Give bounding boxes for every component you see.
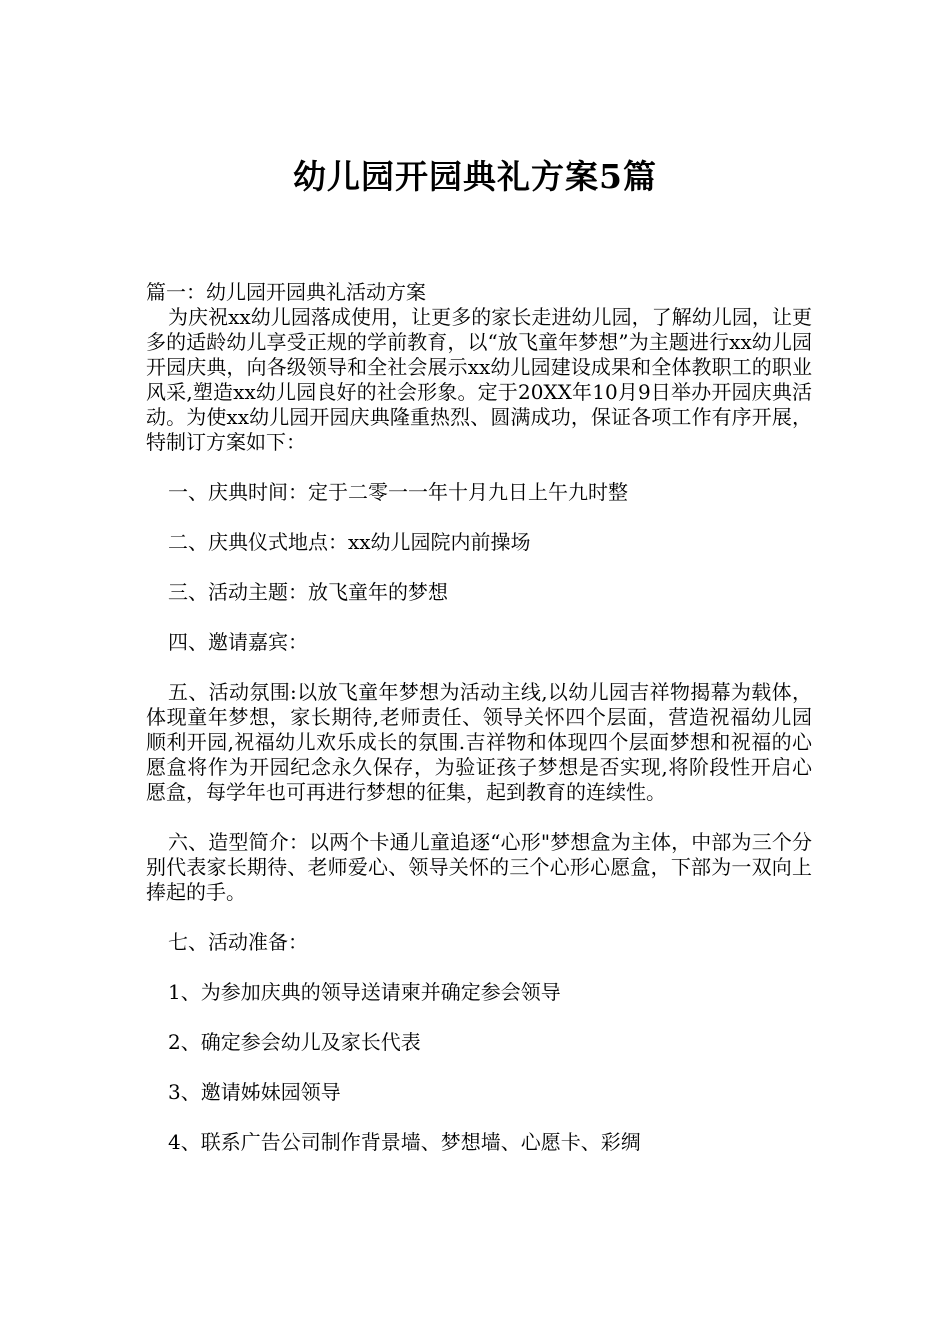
preparation-step: 2、确定参会幼儿及家长代表 [168,1030,421,1054]
preparation-step: 4、联系广告公司制作背景墙、梦想墙、心愿卡、彩绸 [168,1130,641,1154]
document-body [146,280,812,1155]
plan-item-location: 二、庆典仪式地点：xx幼儿园院内前操场 [168,530,531,554]
plan-item-preparation: 七、活动准备： [168,930,308,954]
preparation-step: 1、为参加庆典的领导送请柬并确定参会领导 [168,980,561,1004]
preparation-step: 3、邀请姊妹园领导 [168,1080,341,1104]
document-title: 幼儿园开园典礼方案5篇 [293,157,657,196]
section-heading: 篇一：幼儿园开园典礼活动方案 [146,280,426,304]
plan-item-time: 一、庆典时间：定于二零一一年十月九日上午九时整 [168,480,628,504]
intro-paragraph: 为庆祝xx幼儿园落成使用，让更多的家长走进幼儿园，了解幼儿园，让更多的适龄幼儿享受正规的学前教育，以“放飞童年梦想”为主题进行xx幼儿园开园庆典，向各级领导和全社会展示xx幼儿园建设成果和全体教职工的职业风采,塑造xx幼儿园良好的社会形象。定于20XX年10月9日举办开园庆典活动。为使xx幼儿园开园庆典隆重热烈、圆满成功，保证各项工作有序开展，特制订方案如下： [146,305,812,454]
plan-item-atmosphere: 五、活动氛围:以放飞童年梦想为活动主线,以幼儿园吉祥物揭幕为载体，体现童年梦想，家长期待,老师责任、领导关怀四个层面，营造祝福幼儿园顺利开园,祝福幼儿欢乐成长的氛围.吉祥物和体现四个层面梦想和祝福的心愿盒将作为开园纪念永久保存，为验证孩子梦想是否实现,将阶段性开启心愿盒，每学年也可再进行梦想的征集，起到教育的连续性。 [146,680,812,804]
plan-item-guests: 四、邀请嘉宾： [168,630,308,654]
plan-item-design: 六、造型简介：以两个卡通儿童追逐“心形"梦想盒为主体，中部为三个分别代表家长期待、老师爱心、领导关怀的三个心形心愿盒，下部为一双向上捧起的手。 [146,830,812,904]
plan-item-theme: 三、活动主题：放飞童年的梦想 [168,580,448,604]
